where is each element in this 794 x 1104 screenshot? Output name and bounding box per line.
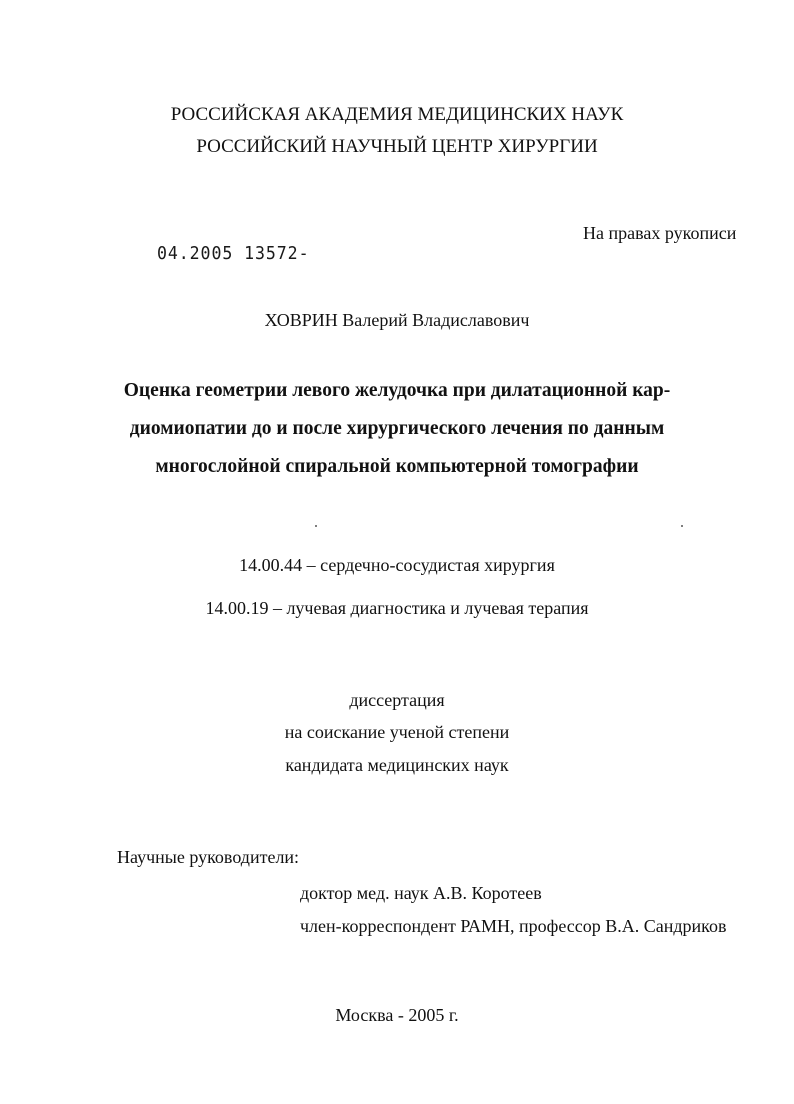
title-line-2: диомиопатии до и после хирургического лечения по данным bbox=[129, 418, 665, 439]
specialty-radiology: 14.00.19 – лучевая диагностика и лучевая терапия bbox=[205, 598, 589, 618]
supervisor-koroteev: доктор мед. наук А.В. Коротеев bbox=[300, 883, 542, 903]
title-line-1: Оценка геометрии левого желудочка при дилатационной кар- bbox=[123, 380, 671, 401]
author-name: ХОВРИН Валерий Владиславович bbox=[264, 310, 530, 330]
scan-speck bbox=[681, 525, 683, 527]
city-year: Москва - 2005 г. bbox=[335, 1005, 459, 1025]
specialty-surgery: 14.00.44 – сердечно-сосудистая хирургия bbox=[239, 555, 555, 575]
supervisor-sandrikov: член-корреспондент РАМН, профессор В.А. Сандриков bbox=[300, 916, 727, 936]
registration-stamp: 04.2005 13572- bbox=[157, 243, 310, 264]
degree-level: кандидата медицинских наук bbox=[285, 755, 509, 775]
supervisors-label: Научные руководители: bbox=[117, 847, 300, 867]
manuscript-note: На правах рукописи bbox=[583, 223, 737, 243]
title-line-3: многослойной спиральной компьютерной томографии bbox=[155, 456, 639, 477]
org-line-academy: РОССИЙСКАЯ АКАДЕМИЯ МЕДИЦИНСКИХ НАУК bbox=[170, 104, 624, 125]
org-line-center: РОССИЙСКИЙ НАУЧНЫЙ ЦЕНТР ХИРУРГИИ bbox=[196, 136, 598, 157]
dissertation-title bbox=[100, 372, 694, 486]
degree-type: диссертация bbox=[349, 690, 445, 710]
degree-purpose: на соискание ученой степени bbox=[284, 722, 510, 742]
scan-speck bbox=[315, 525, 317, 527]
